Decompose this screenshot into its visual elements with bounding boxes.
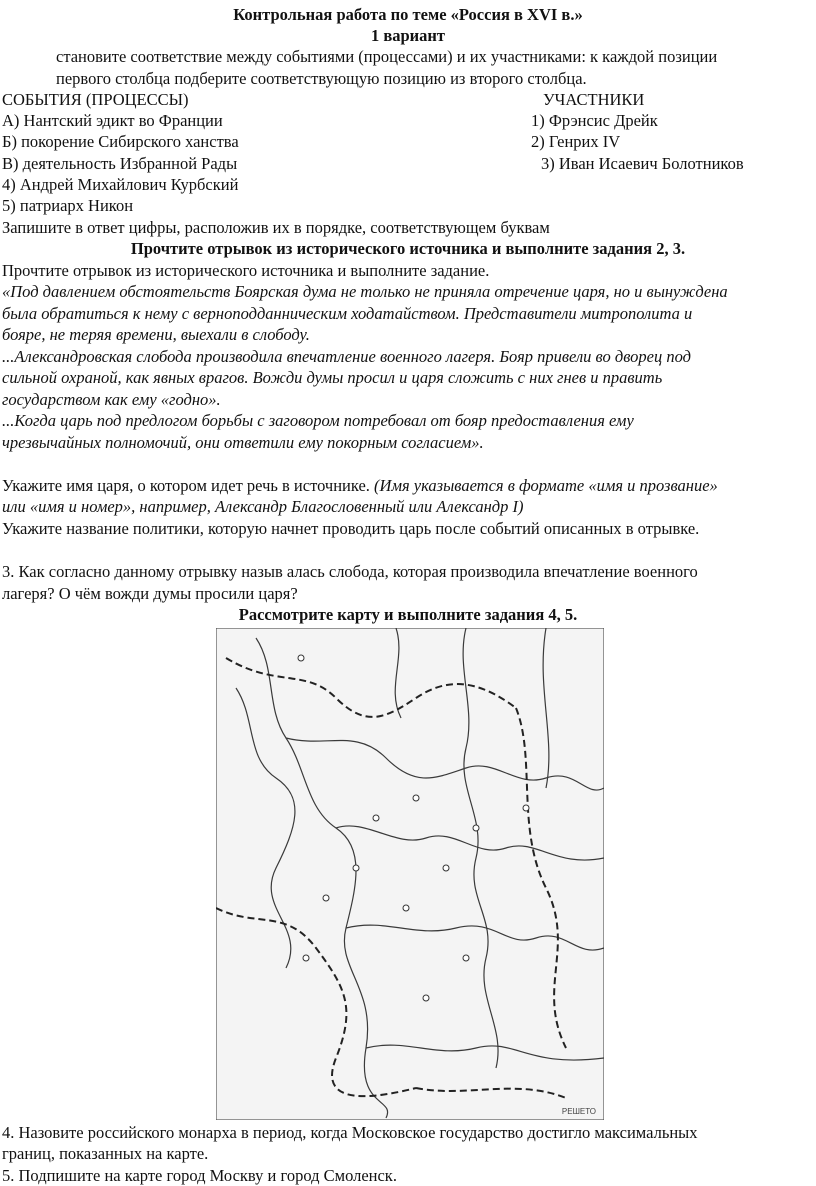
- map-heading: Рассмотрите карту и выполните задания 4, 5.: [238, 605, 578, 624]
- participant-item-3: 3) Иван Исаевич Болотников: [541, 154, 744, 173]
- participants-column-header: УЧАСТНИКИ: [543, 90, 645, 109]
- task4-line-2: границ, показанных на карте.: [2, 1144, 209, 1163]
- quote-line-7: ...Когда царь под предлогом борьбы с заговором потребовал от бояр предоставления ему: [2, 411, 634, 430]
- quote-line-2: была обратиться к нему с верноподданническим ходатайством. Представители митрополита и: [2, 304, 693, 323]
- variant-label: 1 вариант: [370, 26, 446, 45]
- quote-line-1: «Под давлением обстоятельств Боярская дума не только не приняла отречение царя, но и вынуждена: [2, 282, 728, 301]
- task2-line-1-plain: Укажите имя царя, о котором идет речь в источнике.: [2, 476, 375, 495]
- participant-item-1: 1) Фрэнсис Дрейк: [531, 111, 658, 130]
- source-heading: Прочтите отрывок из исторического источника и выполните задания 2, 3.: [130, 239, 686, 258]
- task2-line-2: или «имя и номер», например, Александр Благословенный или Александр I): [2, 497, 524, 516]
- quote-line-3: бояре, не теряя времени, выехали в слободу.: [2, 325, 310, 344]
- task4-line-1: 4. Назовите российского монарха в период, когда Московское государство достигло максимальных: [2, 1123, 698, 1142]
- quote-line-6: государством как ему «годно».: [2, 390, 221, 409]
- task1-instruction-2: первого столбца подберите соответствующую позицию из второго столбца.: [56, 69, 587, 88]
- participant-item-2: 2) Генрих IV: [531, 132, 621, 151]
- task2-line-1-italic: (Имя указывается в формате «имя и прозвание»: [374, 476, 718, 495]
- quote-line-4: ...Александровская слобода производила впечатление военного лагеря. Бояр привели во дворец под: [2, 347, 691, 366]
- task5-line: 5. Подпишите на карте город Москву и город Смоленск.: [2, 1166, 397, 1185]
- participant-item-5: 5) патриарх Никон: [2, 196, 134, 215]
- task1-instruction-1: становите соответствие между событиями (процессами) и их участниками: к каждой позиции: [56, 47, 718, 66]
- task2-line-1: [2, 475, 718, 496]
- task3-line-1: 3. Как согласно данному отрывку назыв алась слобода, которая производила впечатление военного: [2, 562, 698, 581]
- task2-line-3: Укажите название политики, которую начнет проводить царь после событий описанных в отрывке.: [2, 519, 700, 538]
- event-item-c: В) деятельность Избранной Рады: [2, 154, 238, 173]
- source-intro: Прочтите отрывок из исторического источника и выполните задание.: [2, 261, 490, 280]
- events-column-header: СОБЫТИЯ (ПРОЦЕССЫ): [2, 90, 189, 109]
- page-title: Контрольная работа по теме «Россия в XVI в.»: [233, 5, 583, 24]
- event-item-a: А) Нантский эдикт во Франции: [2, 111, 223, 130]
- map-corner-label: РЕШЕТО: [561, 1107, 596, 1116]
- event-item-b: Б) покорение Сибирского ханства: [2, 132, 239, 151]
- quote-line-8: чрезвычайных полномочий, они ответили ему покорным согласием».: [2, 433, 484, 452]
- quote-line-5: сильной охраной, как явных врагов. Вожди думы просил и царя сложить с них гнев и править: [2, 368, 663, 387]
- task1-answer-note: Запишите в ответ цифры, расположив их в порядке, соответствующем буквам: [2, 218, 550, 237]
- task3-line-2: лагеря? О чём вожди думы просили царя?: [2, 584, 298, 603]
- participant-item-4: 4) Андрей Михайлович Курбский: [2, 175, 239, 194]
- contour-map: [216, 628, 604, 1120]
